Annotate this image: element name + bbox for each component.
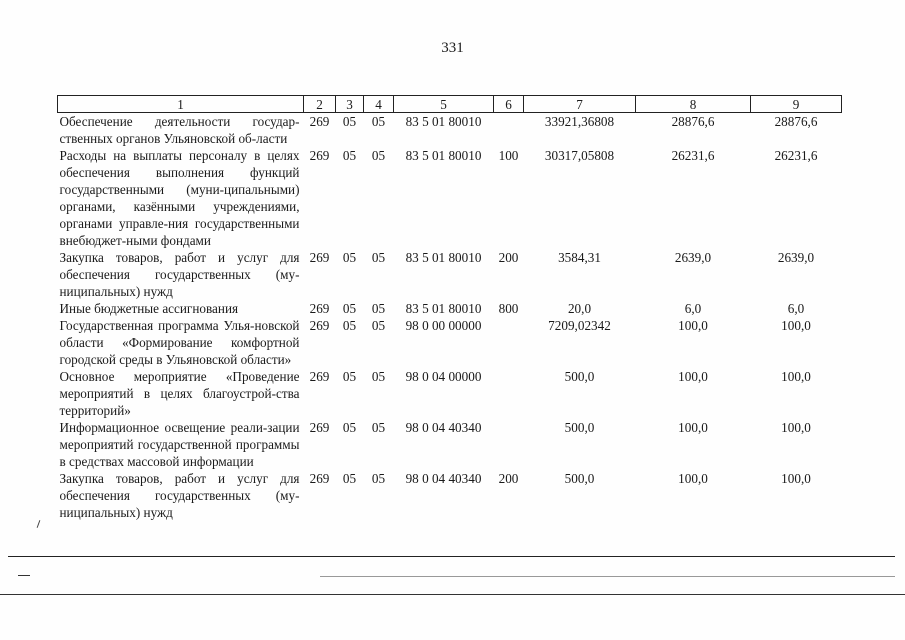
cell-c7: 3584,31 [558,250,601,265]
row-name: Информационное освещение реали-зации мероприятий государственной программы в средствах массовой информации [59,420,300,469]
cell-c9: 100,0 [781,369,811,384]
cell-c2: 269 [309,114,330,129]
cell-c6 [494,113,524,148]
cell-c6: 100 [498,148,519,163]
cell-c3: 05 [342,471,357,486]
cell-c3: 05 [342,369,357,384]
table-row [58,419,842,470]
col-header-9: 9 [751,96,842,113]
col-header-4: 4 [364,96,394,113]
cell-c2: 269 [309,301,330,316]
table-row [58,368,842,419]
cell-c9: 28876,6 [774,114,818,129]
cell-c6 [494,419,524,470]
cell-c2: 269 [309,148,330,163]
cell-c3: 05 [342,114,357,129]
cell-c4: 05 [371,114,386,129]
cell-c4: 05 [371,471,386,486]
cell-c3: 05 [342,250,357,265]
cell-c5: 83 5 01 80010 [405,148,482,163]
cell-c2: 269 [309,420,330,435]
table-row [58,300,842,317]
cell-c5: 98 0 04 40340 [405,420,482,435]
cell-c8: 28876,6 [671,114,715,129]
margin-tick [37,520,41,528]
cell-c3: 05 [342,420,357,435]
cell-c6: 800 [498,301,519,316]
cell-c9: 100,0 [781,471,811,486]
cell-c9: 6,0 [787,301,805,316]
cell-c7: 33921,36808 [544,114,615,129]
table-row [58,147,842,249]
cell-c4: 05 [371,420,386,435]
cell-c5: 83 5 01 80010 [405,301,482,316]
page-number: 331 [441,40,464,56]
cell-c5: 98 0 04 40340 [405,471,482,486]
header-row [58,96,842,113]
cell-c4: 05 [371,301,386,316]
budget-table [57,95,842,521]
cell-c7: 500,0 [564,471,595,486]
col-header-5: 5 [394,96,494,113]
cell-c8: 100,0 [678,471,708,486]
table-row [58,249,842,300]
cell-c8: 2639,0 [674,250,712,265]
table-row [58,113,842,148]
cell-c7: 20,0 [567,301,592,316]
cell-c5: 98 0 04 00000 [405,369,482,384]
cell-c3: 05 [342,301,357,316]
cell-c4: 05 [371,318,386,333]
cell-c7: 500,0 [564,369,595,384]
faint-rule [320,576,895,577]
cell-c7: 500,0 [564,420,595,435]
cell-c8: 26231,6 [671,148,715,163]
cell-c3: 05 [342,318,357,333]
cell-c8: 6,0 [684,301,702,316]
cell-c9: 100,0 [781,318,811,333]
cell-c2: 269 [309,369,330,384]
cell-c8: 100,0 [678,420,708,435]
cell-c4: 05 [371,148,386,163]
col-header-3: 3 [336,96,364,113]
table-row [58,470,842,521]
col-header-7: 7 [524,96,636,113]
dash-mark [18,575,30,576]
cell-c2: 269 [309,318,330,333]
cell-c9: 100,0 [781,420,811,435]
cell-c2: 269 [309,471,330,486]
cell-c7: 7209,02342 [548,318,611,333]
cell-c5: 83 5 01 80010 [405,114,482,129]
cell-c6 [494,317,524,368]
bottom-rule [0,594,905,595]
cell-c7: 30317,05808 [544,148,615,163]
table-row [58,317,842,368]
col-header-6: 6 [494,96,524,113]
cell-c2: 269 [309,250,330,265]
row-name: Государственная программа Улья-новской области «Формирование комфортной городской среды в Ульяновской области» [59,318,300,367]
cell-c5: 98 0 00 00000 [405,318,482,333]
row-name: Закупка товаров, работ и услуг для обеспечения государственных (му-ниципальных) нужд [59,471,300,520]
col-header-2: 2 [304,96,336,113]
col-header-1: 1 [58,96,304,113]
cell-c8: 100,0 [678,369,708,384]
row-name: Закупка товаров, работ и услуг для обеспечения государственных (му-ниципальных) нужд [59,250,300,299]
row-name: Расходы на выплаты персоналу в целях обеспечения выполнения функций государственными (муни-ципальными) органами, казёнными учреждениями, органами управле-ния государственными внебюджет-ными фондами [59,148,300,248]
strikethrough-line [8,556,895,557]
cell-c9: 26231,6 [774,148,818,163]
cell-c5: 83 5 01 80010 [405,250,482,265]
col-header-8: 8 [636,96,751,113]
cell-c8: 100,0 [678,318,708,333]
cell-c4: 05 [371,250,386,265]
row-name: Иные бюджетные ассигнования [59,301,239,316]
cell-c3: 05 [342,148,357,163]
cell-c6: 200 [498,250,519,265]
cell-c6 [494,368,524,419]
cell-c6: 200 [498,471,519,486]
cell-c9: 2639,0 [777,250,815,265]
row-name: Обеспечение деятельности государ-ственных органов Ульяновской об-ласти [59,114,300,146]
cell-c4: 05 [371,369,386,384]
row-name: Основное мероприятие «Проведение мероприятий в целях благоустрой-ства территорий» [59,369,300,418]
